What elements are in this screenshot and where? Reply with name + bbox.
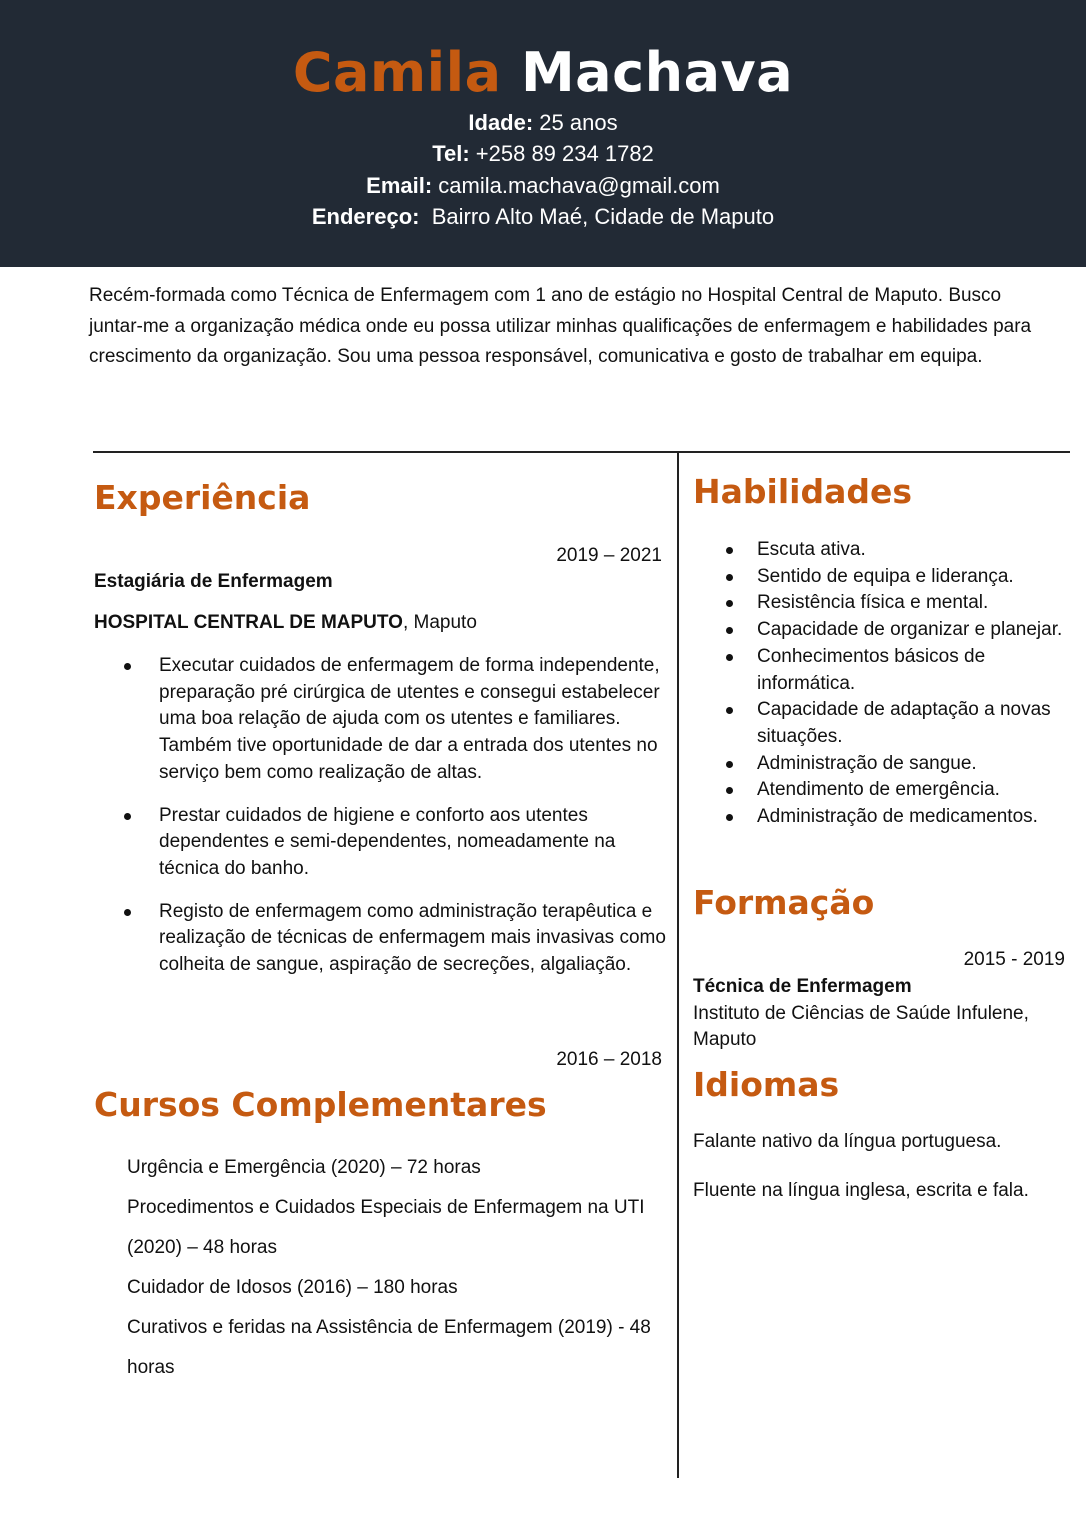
- experience-dates-secondary: 2016 – 2018: [556, 1049, 662, 1070]
- experience-dates: 2019 – 2021: [556, 545, 662, 566]
- age-line: [0, 108, 1086, 138]
- experience-bullet-list: [94, 653, 669, 995]
- course-item: Cuidador de Idosos (2016) – 180 horas: [127, 1277, 458, 1298]
- resume-header: [0, 0, 1086, 267]
- skills-list: [693, 537, 1073, 831]
- experience-employer-line: [94, 610, 477, 636]
- section-divider-horizontal: [93, 451, 1070, 453]
- email-value: camila.machava@gmail.com: [432, 173, 720, 198]
- skill-item: Capacidade de organizar e planejar.: [693, 617, 1073, 644]
- education-degree: Técnica de Enfermagem: [693, 976, 912, 997]
- skill-item: Escuta ativa.: [693, 537, 1073, 564]
- experience-role: Estagiária de Enfermagem: [94, 571, 333, 592]
- education-school: Instituto de Ciências de Saúde Infulene, Maputo: [693, 1003, 1029, 1050]
- experience-heading: Experiência: [94, 478, 311, 517]
- skill-item: Capacidade de adaptação a novas situações.: [693, 697, 1073, 750]
- profile-summary: Recém-formada como Técnica de Enfermagem com 1 ano de estágio no Hospital Central de Maputo. Busco juntar-me a organização médica onde eu possa utilizar minhas qualificações de enfermagem e habilidades para crescimento da organização. Sou uma pessoa responsável, comunicativa e gosto de trabalhar em equipa.: [89, 285, 1032, 367]
- experience-bullet: Prestar cuidados de higiene e conforto aos utentes dependentes e semi-dependentes, nomeadamente na técnica do banho.: [94, 803, 669, 883]
- skill-item: Atendimento de emergência.: [693, 777, 1073, 804]
- course-item: Urgência e Emergência (2020) – 72 horas: [127, 1157, 481, 1178]
- course-item: Procedimentos e Cuidados Especiais de Enfermagem na UTI (2020) – 48 horas: [127, 1197, 645, 1258]
- skills-heading: Habilidades: [693, 472, 912, 511]
- candidate-name: [0, 38, 1086, 108]
- course-item: Curativos e feridas na Assistência de Enfermagem (2019) - 48 horas: [127, 1317, 651, 1378]
- experience-bullet: Registo de enfermagem como administração terapêutica e realização de técnicas de enfermagem mais invasivas como colheita de sangue, aspiração de secreções, algaliação.: [94, 899, 669, 979]
- column-divider-vertical: [677, 452, 679, 1478]
- phone-label: Tel:: [432, 141, 470, 166]
- last-name: Machava: [520, 41, 794, 104]
- courses-list: [127, 1148, 672, 1388]
- language-item: Falante nativo da língua portuguesa.: [693, 1131, 1002, 1152]
- skill-item: Resistência física e mental.: [693, 590, 1073, 617]
- languages-heading: Idiomas: [693, 1065, 840, 1104]
- experience-bullet: Executar cuidados de enfermagem de forma independente, preparação pré cirúrgica de utentes e consegui estabelecer uma boa relação de ajuda com os utentes e familiares. Também tive oportunidade de dar a entrada dos utentes no serviço bem como realização de altas.: [94, 653, 669, 787]
- skill-item: Conhecimentos básicos de informática.: [693, 644, 1073, 697]
- courses-heading: Cursos Complementares: [94, 1085, 547, 1124]
- experience-location: , Maputo: [402, 612, 477, 633]
- experience-employer: HOSPITAL CENTRAL DE MAPUTO: [94, 612, 403, 633]
- skill-item: Administração de sangue.: [693, 751, 1073, 778]
- address-value: Bairro Alto Maé, Cidade de Maputo: [419, 204, 775, 229]
- language-item: Fluente na língua inglesa, escrita e fala.: [693, 1180, 1029, 1201]
- skill-item: Administração de medicamentos.: [693, 804, 1073, 831]
- email-label: Email:: [366, 173, 433, 198]
- education-dates: 2015 - 2019: [963, 949, 1065, 970]
- address-line: [0, 202, 1086, 232]
- age-label: Idade:: [468, 110, 534, 135]
- address-label: Endereço:: [311, 204, 420, 229]
- education-heading: Formação: [693, 883, 875, 922]
- phone-value: +258 89 234 1782: [469, 141, 654, 166]
- phone-line: [0, 139, 1086, 169]
- skill-item: Sentido de equipa e liderança.: [693, 564, 1073, 591]
- email-line: [0, 171, 1086, 201]
- age-value: 25 anos: [533, 110, 618, 135]
- first-name: Camila: [292, 41, 502, 104]
